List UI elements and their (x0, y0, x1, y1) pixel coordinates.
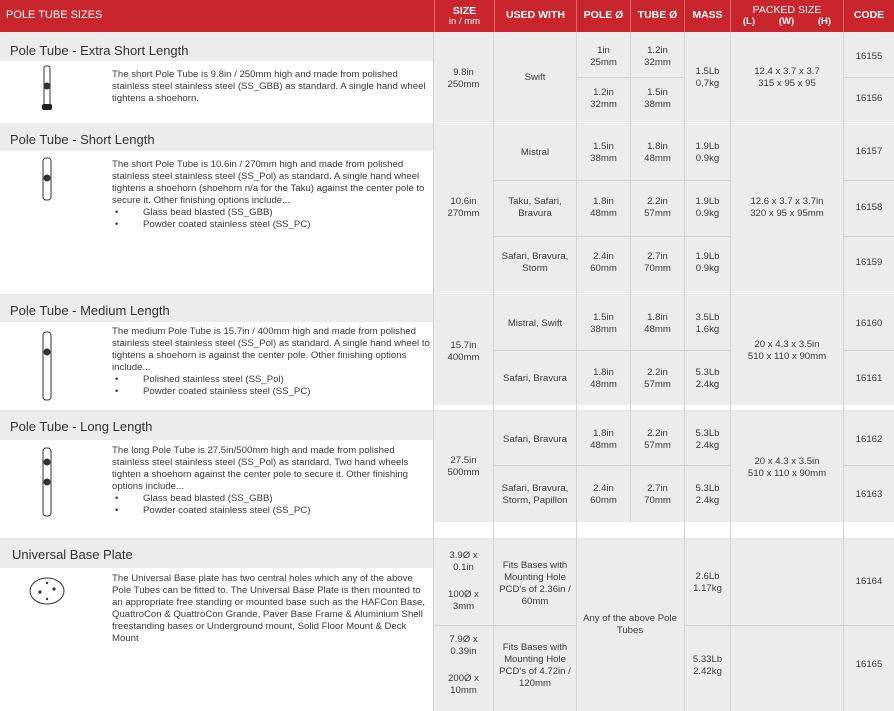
pole-tube-medium-icon (37, 330, 57, 402)
long-packed-in: 20 x 4.3 x 3.5in (754, 456, 820, 467)
code-16159: 16159 (855, 257, 883, 268)
extra-short-pole-1-in: 1in (597, 45, 610, 56)
short-tube-3-mm: 70mm (644, 263, 671, 274)
code-16158: 16158 (855, 202, 883, 213)
base-used-with-1: Fits Bases with Mounting Hole PCD's of 2.36in / 60mm (499, 560, 571, 607)
medium-packed (731, 336, 843, 366)
long-mass-2-kg: 2.4kg (695, 495, 720, 506)
extra-short-tube-1-in: 1.2in (647, 45, 668, 56)
medium-mass-2-lb: 5.3Lb (695, 367, 720, 378)
long-tube-1-mm: 57mm (644, 440, 671, 451)
long-mass-2 (685, 480, 730, 510)
short-tube-2-in: 2.2in (647, 196, 668, 207)
long-pole-2-in: 2.4in (593, 483, 614, 494)
base-size-2a (434, 632, 493, 660)
medium-used-with-1: Mistral, Swift (507, 318, 563, 329)
desc-medium-bullet-2: • Powder coated stainless steel (SS_PC) (112, 386, 432, 398)
medium-pole-1 (577, 309, 630, 339)
base-size-2b-line1: 200Ø x (448, 673, 479, 684)
long-size-in: 27.5in (450, 455, 477, 466)
medium-mass-2-kg: 2.4kg (695, 379, 720, 390)
base-pole-tube: Any of the above Pole Tubes (583, 613, 677, 636)
short-mass-1 (685, 138, 730, 168)
header-packed-w: (W) (778, 16, 795, 28)
extra-short-mass-lb: 1.5Lb (695, 66, 720, 77)
header-pole-dia: POLE Ø (576, 0, 630, 32)
extra-short-pole-2-in: 1.2in (593, 87, 614, 98)
short-mass-1-lb: 1.9Lb (695, 141, 720, 152)
header-code: CODE (843, 0, 894, 32)
long-tube-2 (631, 480, 684, 510)
base-size-1b-line2: 3mm (452, 601, 475, 612)
long-used-with-2: Safari, Bravura, Storm, Papillon (501, 483, 569, 506)
desc-short-bullet-1: • Glass bead blasted (SS_GBB) (112, 207, 432, 219)
desc-long-text: The long Pole Tube is 27.5in/500mm high and made from polished stainless steel stainless steel (SS_Pol) as standard. Two hand wheels tighten a shoehorn against the center pole to secure it. Other finishing options include... (112, 445, 409, 492)
extra-short-pole-2-mm: 32mm (590, 99, 617, 110)
medium-pole-2-in: 1.8in (593, 367, 614, 378)
short-size-mm: 270mm (447, 208, 480, 219)
long-tube-2-mm: 70mm (644, 495, 671, 506)
long-tube-1 (631, 425, 684, 455)
header-size-units: in / mm (448, 15, 481, 27)
short-tube-3 (631, 248, 684, 278)
base-mass-1-kg: 1.17kg (693, 583, 722, 594)
title-short: Pole Tube - Short Length (10, 132, 155, 147)
title-long: Pole Tube - Long Length (10, 419, 153, 434)
medium-tube-1-in: 1.8in (647, 312, 668, 323)
extra-short-used-with: Swift (524, 72, 546, 83)
long-pole-1-in: 1.8in (593, 428, 614, 439)
medium-used-with-2: Safari, Bravura (503, 373, 567, 384)
header-pole-tube-sizes: POLE TUBE SIZES (6, 9, 103, 22)
code-16162: 16162 (855, 434, 883, 445)
header-packed-l: (L) (742, 16, 756, 28)
medium-tube-1-mm: 48mm (644, 324, 671, 335)
long-tube-2-in: 2.7in (647, 483, 668, 494)
code-16157: 16157 (855, 146, 883, 157)
base-mass-2-lb: 5.33Lb (692, 654, 723, 665)
medium-tube-2-mm: 57mm (644, 379, 671, 390)
medium-packed-in: 20 x 4.3 x 3.5in (754, 339, 820, 350)
long-packed (731, 453, 843, 483)
short-tube-2 (631, 193, 684, 223)
code-16165: 16165 (855, 659, 883, 670)
title-medium: Pole Tube - Medium Length (10, 303, 170, 318)
long-packed-mm: 510 x 110 x 90mm (747, 468, 827, 479)
pole-tube-extra-short-icon (36, 64, 58, 112)
extra-short-mass (685, 63, 730, 93)
desc-medium-bullet-1: • Polished stainless steel (SS_Pol) (112, 374, 432, 386)
desc-extra-short: The short Pole Tube is 9.8in / 250mm high and made from polished stainless steel stainless steel (SS_GBB) as standard. A single hand wheel tightens a shoehorn. (112, 69, 426, 104)
extra-short-size-in: 9.8in (453, 67, 474, 78)
header-mass: MASS (684, 0, 730, 32)
extra-short-pole-2 (577, 84, 630, 114)
medium-pole-2-mm: 48mm (590, 379, 617, 390)
base-mass-1 (685, 568, 730, 598)
base-size-2b-line2: 10mm (450, 685, 477, 696)
medium-pole-1-mm: 38mm (590, 324, 617, 335)
long-mass-1-lb: 5.3Lb (695, 428, 720, 439)
code-16160: 16160 (855, 318, 883, 329)
base-plate-icon (28, 575, 66, 607)
short-mass-1-kg: 0.9kg (695, 153, 720, 164)
extra-short-size (434, 61, 493, 97)
short-size-in: 10.6in (450, 196, 477, 207)
medium-pole-2 (577, 364, 630, 394)
medium-tube-2 (631, 364, 684, 394)
base-size-1b (434, 587, 493, 615)
short-mass-3-kg: 0.9kg (695, 263, 720, 274)
base-size-1a-line2: 0.1in (453, 562, 474, 573)
medium-pole-1-in: 1.5in (593, 312, 614, 323)
extra-short-size-mm: 250mm (447, 79, 480, 90)
code-16163: 16163 (855, 489, 883, 500)
short-packed-mm: 320 x 95 x 95mm (750, 208, 824, 219)
extra-short-packed (731, 63, 843, 93)
header-packed-size-label: PACKED SIZE (752, 4, 822, 16)
short-pole-3 (577, 248, 630, 278)
medium-mass-2 (685, 364, 730, 394)
short-pole-1 (577, 138, 630, 168)
table-header (0, 0, 894, 32)
code-16155: 16155 (855, 51, 883, 62)
long-used-with-1: Safari, Bravura (503, 434, 567, 445)
short-used-with-3: Safari, Bravura, Storm (501, 251, 569, 274)
short-pole-1-in: 1.5in (593, 141, 614, 152)
long-pole-2-mm: 60mm (590, 495, 617, 506)
extra-short-pole-1 (577, 42, 630, 72)
code-16161: 16161 (855, 373, 883, 384)
base-size-2b (434, 671, 493, 699)
short-tube-1-mm: 48mm (644, 153, 671, 164)
short-used-with-2: Taku, Safari, Bravura (508, 196, 562, 219)
title-extra-short: Pole Tube - Extra Short Length (10, 43, 189, 58)
long-mass-1 (685, 425, 730, 455)
extra-short-pole-1-mm: 25mm (590, 57, 617, 68)
base-mass-2-kg: 2.42kg (693, 666, 722, 677)
long-pole-1 (577, 425, 630, 455)
header-size-label: SIZE (452, 4, 477, 17)
desc-long (112, 445, 432, 516)
extra-short-tube-2-mm: 38mm (644, 99, 671, 110)
pole-tube-short-icon (37, 156, 57, 202)
medium-packed-mm: 510 x 110 x 90mm (747, 351, 827, 362)
short-tube-1 (631, 138, 684, 168)
short-pole-2-in: 1.8in (593, 196, 614, 207)
code-16164: 16164 (855, 576, 883, 587)
short-packed-in: 12.6 x 3.7 x 3.7in (750, 196, 824, 207)
desc-long-bullet-1: • Glass bead blasted (SS_GBB) (112, 493, 432, 505)
long-mass-1-kg: 2.4kg (695, 440, 720, 451)
desc-base-plate: The Universal Base plate has two central holes which any of the above Pole Tubes can be fitted to. The Universal Base Plate is then mounted to an appropriate free standing or mounted base such as the HAFCon Base, QuattroCon & QuattroCon Grande, Paver Base Frame & Aluminium Shell freestanding bases or Underground mount, Solid Floor Mount & Deck Mount (112, 573, 426, 644)
extra-short-tube-1 (631, 42, 684, 72)
short-tube-2-mm: 57mm (644, 208, 671, 219)
desc-short-text: The short Pole Tube is 10.6in / 270mm high and made from polished stainless steel stainless steel (SS_Pol) as standard. A single hand wheel tightens a shoehorn (shoehorn n/a for the Taku) against the center pole to secure it. Other finishing options include... (112, 159, 425, 206)
base-size-2a-line2: 0.39in (450, 646, 477, 657)
short-pole-1-mm: 38mm (590, 153, 617, 164)
short-pole-2 (577, 193, 630, 223)
short-mass-2-kg: 0.9kg (695, 208, 720, 219)
medium-size-mm: 400mm (447, 352, 480, 363)
extra-short-packed-mm: 315 x 95 x 95 (758, 78, 816, 89)
base-size-1a-line1: 3.9Ø x (449, 550, 478, 561)
medium-mass-1-lb: 3.5Lb (695, 312, 720, 323)
extra-short-mass-kg: 0,7kg (695, 78, 720, 89)
desc-long-bullet-2: • Powder coated stainless steel (SS_PC) (112, 505, 432, 517)
short-tube-1-in: 1.8in (647, 141, 668, 152)
extra-short-tube-1-mm: 32mm (644, 57, 671, 68)
medium-size-in: 15.7in (450, 340, 477, 351)
pole-tube-long-icon (37, 446, 57, 518)
short-tube-3-in: 2.7in (647, 251, 668, 262)
short-mass-2-lb: 1.9Lb (695, 196, 720, 207)
header-size (434, 0, 494, 32)
base-mass-1-lb: 2.6Lb (695, 571, 720, 582)
medium-mass-1 (685, 309, 730, 339)
short-pole-3-in: 2.4in (593, 251, 614, 262)
desc-short (112, 159, 432, 230)
medium-tube-1 (631, 309, 684, 339)
base-used-with-2: Fits Bases with Mounting Hole PCD's of 4.72in / 120mm (499, 642, 571, 689)
long-pole-1-mm: 48mm (590, 440, 617, 451)
short-size (434, 190, 493, 226)
long-tube-1-in: 2.2in (647, 428, 668, 439)
medium-tube-2-in: 2.2in (647, 367, 668, 378)
short-mass-3 (685, 248, 730, 278)
long-mass-2-lb: 5.3Lb (695, 483, 720, 494)
header-tube-dia: TUBE Ø (630, 0, 684, 32)
short-mass-2 (685, 193, 730, 223)
extra-short-tube-2 (631, 84, 684, 114)
short-mass-3-lb: 1.9Lb (695, 251, 720, 262)
title-base-plate: Universal Base Plate (12, 547, 133, 562)
base-mass-2 (685, 651, 730, 681)
base-size-1b-line1: 100Ø x (448, 589, 479, 600)
extra-short-tube-2-in: 1.5in (647, 87, 668, 98)
short-packed (731, 193, 843, 223)
header-packed-h: (H) (817, 16, 832, 28)
base-size-1a (434, 548, 493, 576)
medium-size (434, 334, 493, 370)
desc-medium-text: The medium Pole Tube is 15.7in / 400mm high and made from polished stainless steel stainless steel (SS_Pol) as standard. A single hand wheel to tightens a shoehorn is against the center pole. Other finishing options include... (112, 326, 430, 373)
desc-short-bullet-2: • Powder coated stainless steel (SS_PC) (112, 219, 432, 231)
extra-short-packed-in: 12.4 x 3.7 x 3.7 (754, 66, 820, 77)
short-used-with-1: Mistral (520, 147, 550, 158)
medium-mass-1-kg: 1.6kg (695, 324, 720, 335)
short-pole-2-mm: 48mm (590, 208, 617, 219)
header-used-with: USED WITH (494, 0, 576, 32)
header-packed-size (730, 0, 843, 32)
base-size-2a-line1: 7.9Ø x (449, 634, 478, 645)
long-pole-2 (577, 480, 630, 510)
long-size (434, 449, 493, 485)
short-pole-3-mm: 60mm (590, 263, 617, 274)
long-size-mm: 500mm (447, 467, 480, 478)
code-16156: 16156 (855, 93, 883, 104)
desc-medium (112, 326, 432, 397)
